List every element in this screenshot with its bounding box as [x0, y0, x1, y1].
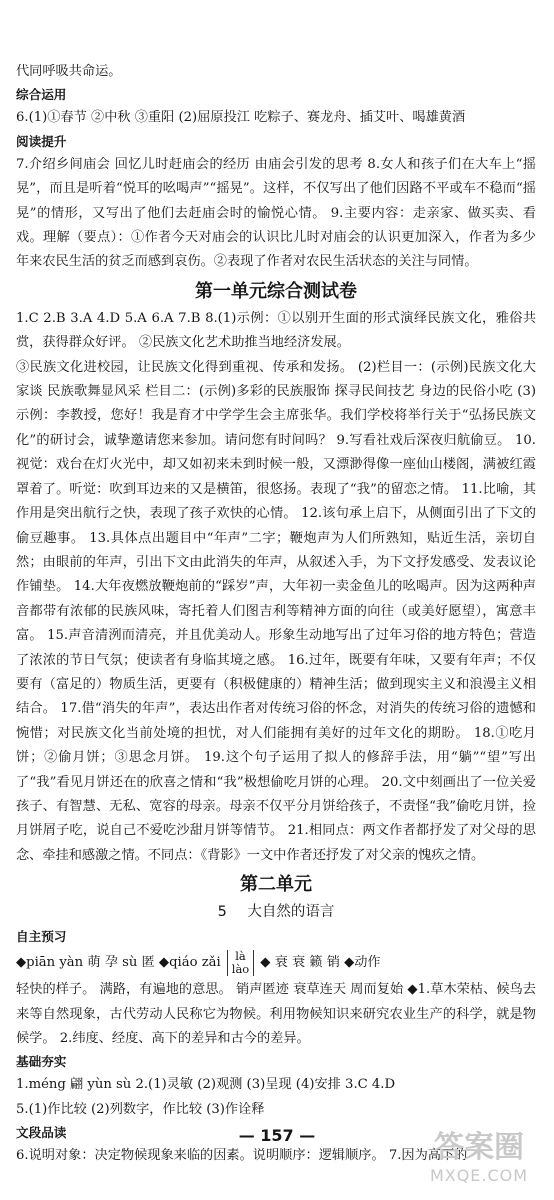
lesson-number: 5 [217, 904, 227, 921]
answer-page [16, 60, 536, 1169]
answer-paragraph: 轻快的样子。 满路，有遍地的意思。 销声匿迹 衰草连天 周而复始 ◆1.草木荣枯、候鸟去来等自然现象，古代劳动人民称它为物候。利用物候知识来研究农业生产的科学，就是物候学。 2.纬度、经度、高下的差异和古今的差异。 [16, 982, 536, 1046]
answer-line: 6.说明对象：决定物候现象来临的因素。说明顺序：逻辑顺序。 7.因为高下的 [16, 1148, 468, 1164]
answer-paragraph: 1.C 2.B 3.A 4.D 5.A 6.A 7.B 8.(1)示例：①以别开生面的形式演绎民族文化，雅俗共赏，获得群众好评。 ②民族文化艺术助推当地经济发展。 [16, 310, 536, 351]
pinyin-lower: lào [231, 962, 250, 977]
section-heading: 自主预习 [16, 929, 67, 945]
watermark-logo [414, 1130, 544, 1196]
section-heading: 综合运用 [16, 87, 67, 103]
answer-paragraph: 6.(1)①春节 ②中秋 ③重阳 (2)屈原投江 吃粽子、赛龙舟、插艾叶、喝雄黄酒 [16, 110, 466, 126]
unit-title: 第二单元 [240, 874, 312, 896]
section-heading: 阅读提升 [16, 133, 67, 149]
answer-line: 1.méng 翩 yùn sù 2.(1)灵敏 (2)观测 (3)呈现 (4)安排 3.C 4.D [16, 1077, 396, 1093]
unit-test-title: 第一单元综合测试卷 [195, 280, 357, 302]
watermark-url: MXQE.COM [429, 1166, 529, 1185]
section-heading: 文段品读 [16, 1125, 67, 1141]
text-line: 代同呼吸共命运。 [16, 64, 122, 79]
pinyin-text: ◆piān yàn 萌 孕 sù 匿 ◆qiáo zǎi [16, 955, 221, 971]
lesson-title [16, 900, 536, 924]
pinyin-line [16, 950, 536, 976]
watermark-text: 答案圈 [434, 1130, 524, 1165]
pinyin-text: ◆ 衰 衰 籁 销 ◆动作 [260, 955, 381, 971]
answer-paragraph: ③民族文化进校园，让民族文化得到重视、传承和发扬。 (2)栏目一：(示例)民族文化大家谈 民族歌舞显风采 栏目二：(示例)多彩的民族服饰 探寻民间技艺 身边的民俗小吃 (3)示例：李教授，您好！我是育才中学学生会主席张华。我们学校将举行关于“弘扬民族文化”的研讨会，诚挚邀请您来参加。请问您有时间吗？ 9.写看社戏后深夜归航偷豆。 10.视觉：戏台在灯火光中，却又如初来未到时候一般，又漂渺得像一座仙山楼阁，满被红霞罩着了。听觉：吹到耳边来的又是横笛，很悠扬。表现了“我”的留恋之情。 11.比喻，其作用是突出航行之快，表现了孩子欢快的心情。 12.该句承上启下，从侧面引出了下文的偷豆趣事。 13.具体点出题目中“年声”二字；鞭炮声为人们所熟知，贴近生活，亲切自然；由眼前的年声，引出下文由此消失的年声，从叙述入手，为下文抒发感受、发表议论作铺垫。 14.大年夜燃放鞭炮前的“踩岁”声，大年初一卖金鱼儿的吆喝声。因为这两种声音都带有浓郁的民族风味，寄托着人们图吉利等精神方面的向往（或美好愿望），寓意丰富。 15.声音清洌而清亮，并且优美动人。形象生动地写出了过年习俗的地方特色；营造了浓浓的节日气氛；使读者有身临其境之感。 16.过年，既要有年味，又要有年声；不仅要有（富足的）物质生活，更要有（积极健康的）精神生活；做到现实主义和浪漫主义相结合。 17.借“消失的年声”，表达出作者对传统习俗的怀念，对消失的传统习俗的遗憾和惋惜；对民族文化当前处境的担忧，对人们能拥有美好的过年文化的期盼。 18.①吃月饼；②偷月饼；③思念月饼。 19.这个句子运用了拟人的修辞手法，用“躺”“望”写出了“我”看见月饼还在的欣喜之情和“我”极想偷吃月饼的心理。 20.文中刻画出了一位关爱孩子、有智慧、无私、宽容的母亲。母亲不仅平分月饼给孩子，不责怪“我”偷吃月饼，捡月饼屑子吃，说自己不爱吃沙甜月饼等情节。 21.相同点：两文作者都抒发了对父母的思念、牵挂和感激之情。不同点：《背影》一文中作者还抒发了对父亲的愧疚之情。 [16, 359, 536, 863]
pinyin-stack [227, 950, 254, 976]
answer-paragraph: 7.介绍乡间庙会 回忆儿时赶庙会的经历 由庙会引发的思考 8.女人和孩子们在大车上“摇晃”，而且是听着“悦耳的吆喝声”“摇晃”。这样，不仅写出了他们因路不平或车不稳而“摇晃”的情形，又写出了他们去赶庙会时的愉悦心情。 9.主要内容：走亲家、做买卖、看戏。理解（要点）：①作者今天对庙会的认识比儿时对庙会的认识更加深入，作者为多少年来农民生活的贫乏而感到哀伤。②表现了作者对农民生活状态的关注与同情。 [16, 156, 536, 270]
lesson-name: 大自然的语言 [247, 904, 335, 921]
section-heading: 基础夯实 [16, 1054, 67, 1070]
page-number: — 157 — [238, 1126, 316, 1145]
pinyin-upper: là [235, 949, 246, 964]
answer-line: 5.(1)作比较 (2)列数字，作比较 (3)作诠释 [16, 1101, 265, 1117]
